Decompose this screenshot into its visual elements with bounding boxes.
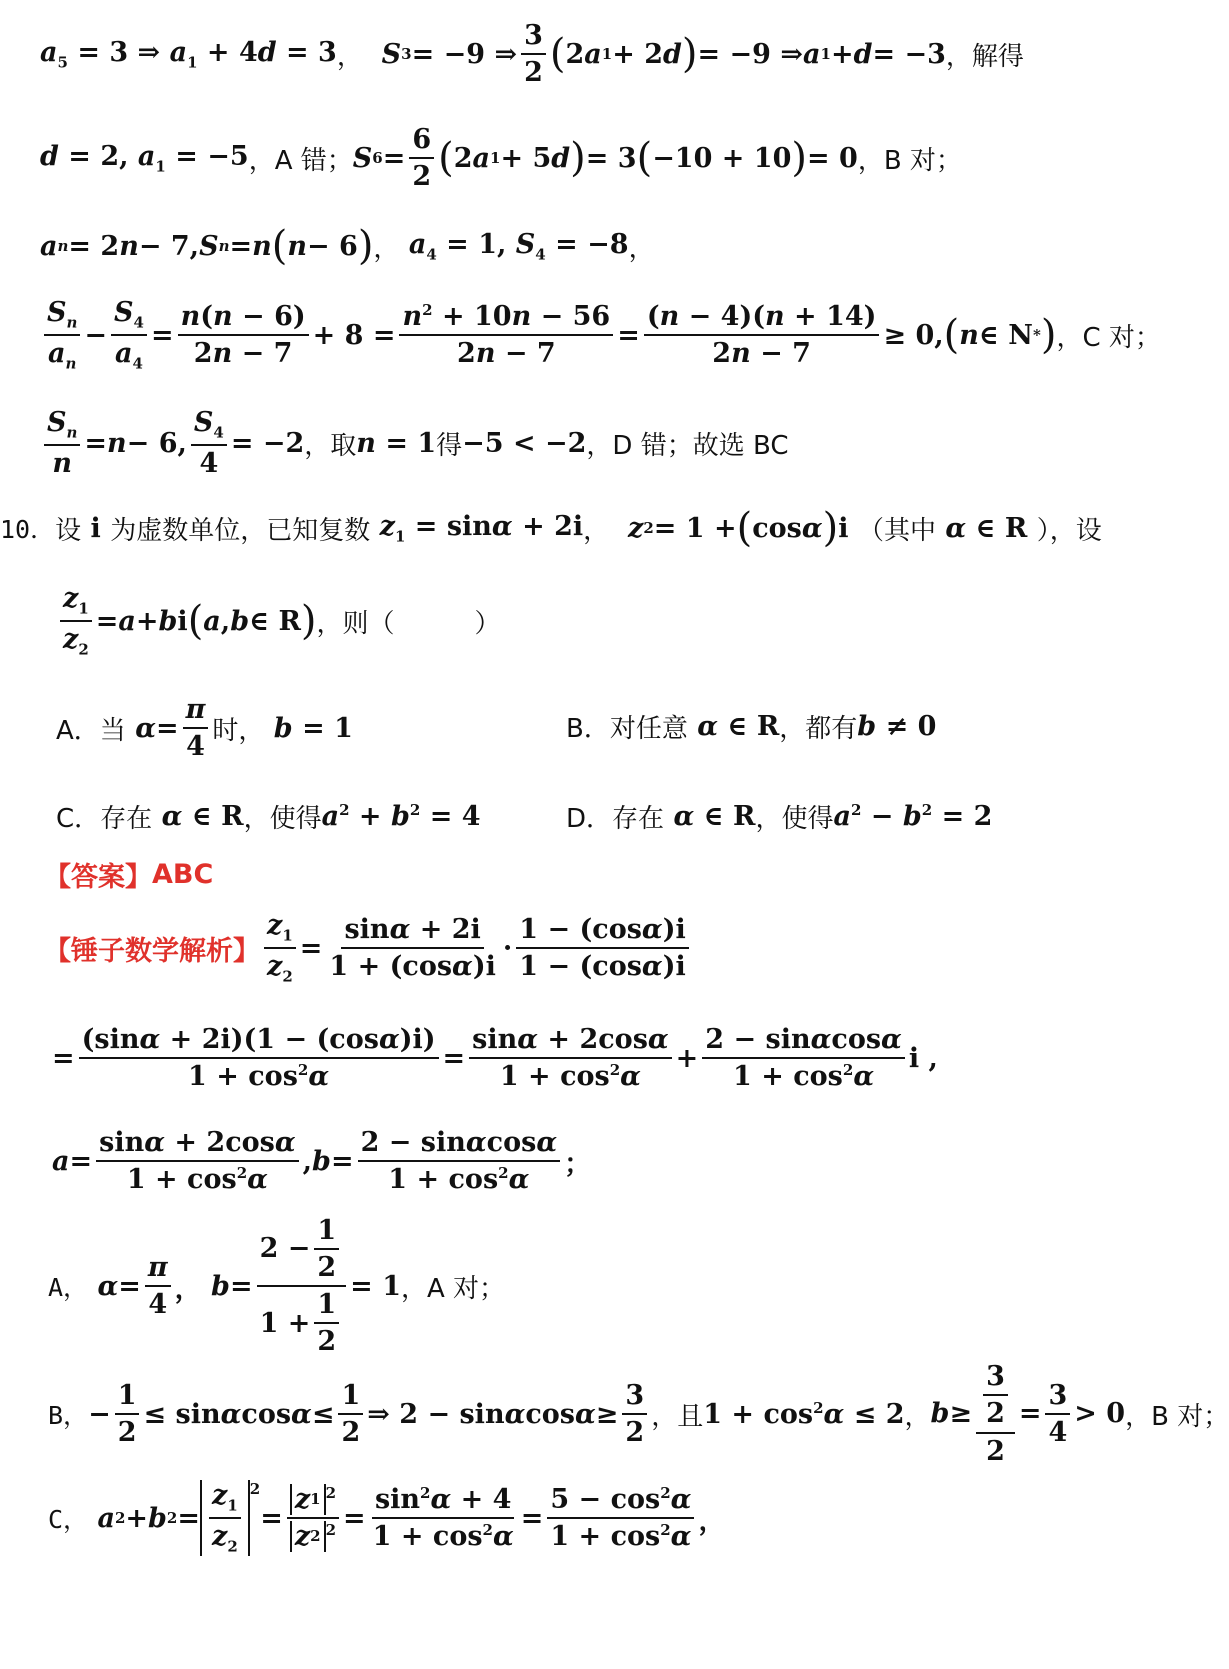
text: ，: [174, 1273, 202, 1305]
option-label: C．存在: [56, 803, 153, 834]
math-expression: n = 1: [356, 427, 437, 459]
text: ），设: [1036, 515, 1102, 546]
text: ，: [698, 1505, 726, 1537]
text: ，使得: [755, 803, 834, 834]
math-expression: $\frac{z_1}{z_2}$ = $\frac{\sin\alpha + 2i}{1 + (\cos\alpha)i}$ · $\frac{1 - (\cos\alpha)i}{1 - (\cos\alpha)i}$: [260, 910, 693, 985]
math-expression: i: [81, 512, 111, 544]
text: ，都有: [779, 713, 858, 744]
text: ）: [474, 608, 501, 639]
math-expression: $z_1 = \sin\alpha + 2i$: [379, 510, 584, 546]
analysis-option-c: [48, 1478, 725, 1558]
text: ，: [336, 41, 363, 72]
text: ，: [583, 515, 610, 546]
solution-line-1: [40, 18, 1024, 90]
solution-line-3: [40, 220, 655, 272]
text: ，: [628, 233, 655, 264]
math-expression: $a_5 = 3$ ⇒ $a_1 + 4d = 3$: [40, 36, 337, 72]
text: ，: [904, 1401, 931, 1432]
math-expression: a = $\frac{\sin\alpha + 2\cos\alpha}{1 + \cos^2\alpha}$ , b = $\frac{2 - \sin\alpha\cos\alpha}{1 + \cos^2\alpha}$: [52, 1127, 564, 1195]
math-expression: b = 1: [273, 712, 353, 744]
math-expression: $\frac{S_n}{n}$ = n − 6, $\frac{S_4}{4}$ = −2: [40, 407, 304, 479]
math-expression: − $\frac{1}{2}$ ≤ sin α cos α ≤ $\frac{1}{2}$ ⇒ 2 − sin α cos α ≥ $\frac{3}{2}$: [88, 1380, 651, 1448]
math-expression: α ∈ R: [673, 800, 756, 832]
answer-line: [44, 850, 213, 898]
text: ，取: [304, 430, 357, 461]
math-expression: S 3 = −9 ⇒ $\frac{3}{2}$ ( 2 a 1 + 2 d ) = −9 ⇒ a 1 + d = −3: [381, 19, 946, 88]
text: ，使得: [243, 803, 322, 834]
text: ，C 对；: [1056, 322, 1161, 353]
text: （其中: [857, 515, 936, 546]
math-expression: −5 < −2: [462, 427, 587, 459]
text: ，解得: [945, 41, 1024, 72]
option-label: A，: [48, 1273, 89, 1302]
math-expression: α ∈ R: [945, 512, 1037, 544]
analysis-line-3: [52, 1120, 591, 1202]
math-expression: S 6 = $\frac{6}{2}$ ( 2 a 1 + 5 d ) = 3 ( −10 + 10 ) = 0: [352, 123, 858, 192]
math-expression: b ≠ 0: [857, 710, 937, 742]
text: ，A 对；: [400, 1273, 506, 1304]
math-expression: α = $\frac{\pi}{4}$: [126, 694, 213, 762]
solution-line-2: [40, 122, 962, 194]
text: 得: [436, 430, 463, 461]
math-expression: $a_4 = 1$, $S_4 = -8$: [408, 228, 629, 264]
math-expression: b ≥ $\frac{\frac{3}{2}}{2}$ = $\frac{3}{4}$ > 0: [930, 1361, 1126, 1467]
math-expression: $a^2 - b^2 = 2$: [833, 800, 993, 832]
solution-line-4: [40, 296, 1161, 374]
math-expression: $a^2 + b^2 = 4$: [321, 800, 481, 832]
analysis-option-a: [48, 1214, 506, 1358]
question-10-stem: [0, 502, 1102, 554]
math-expression: $\frac{z_1}{z_2}$ = a + b i ( a , b ∈ R ): [56, 583, 317, 658]
option-b: [566, 700, 936, 752]
option-label: C，: [48, 1505, 89, 1534]
option-a: [56, 692, 353, 764]
math-expression: = $\frac{(\sin\alpha + 2i)(1 - (\cos\alpha)i)}{1 + \cos^2\alpha}$ = $\frac{\sin\alpha + 2\cos\alpha}{1 + \cos^2\alpha}$ + $\frac{2 - \sin\alpha\cos\alpha}{1 + \cos^2\alpha}$ i ,: [52, 1023, 938, 1092]
text: ，且: [651, 1401, 704, 1432]
math-expression: d = 2, $a_1 = -5$: [40, 140, 249, 176]
math-expression: b = 2 − $\frac{1}{2}$ 1 + $\frac{1}{2}$ = 1: [211, 1214, 401, 1358]
text: 设: [55, 515, 82, 546]
math-expression: α ∈ R: [697, 710, 780, 742]
text: ，: [373, 233, 400, 264]
text: 时，: [212, 715, 265, 746]
math-expression: $\frac{S_n}{a_n}$ − $\frac{S_4}{a_4}$ = $\frac{n(n - 6)}{2n - 7}$ + 8 = $\frac{n^2 + 10n - 56}{2n - 7}$ = $\frac{(n - 4)(n + 14)}{2n - 7}$ ≥ 0, ( n ∈ N * ): [40, 297, 1056, 372]
option-c: [56, 790, 481, 842]
math-expression: α = $\frac{\pi}{4}$: [88, 1252, 175, 1320]
analysis-line-1: [44, 908, 693, 988]
analysis-line-2: [52, 1016, 938, 1100]
option-label: B，: [48, 1401, 89, 1430]
option-d: [566, 790, 992, 842]
question-10-stem-2: [56, 582, 501, 660]
option-label: D．存在: [566, 803, 665, 834]
text: ，A 错；: [248, 145, 353, 176]
math-expression: a 2 + b 2 = $\frac{z_1}{z_2}$ $^2$ = z 1 $^2$ z 2 $^2$ = $\frac{\sin^2\alpha + 4}{1 + \cos^2\alpha}$ = $\frac{5 - \cos^2\alpha}{1 + \cos^2\alpha}$: [88, 1480, 698, 1555]
math-expression: $1 + \cos^2\alpha \le 2$: [703, 1398, 905, 1430]
text: ，D 错；故选 BC: [586, 430, 789, 461]
text: ，则（: [316, 608, 395, 639]
text: ，B 对；: [1125, 1401, 1229, 1432]
answer-label: 【答案】: [44, 861, 152, 893]
option-label: B．对任意: [566, 713, 688, 744]
analysis-label: 【锤子数学解析】: [44, 935, 260, 967]
math-expression: α ∈ R: [161, 800, 244, 832]
math-expression: a n = 2 n − 7, S n = n ( n − 6 ): [40, 223, 374, 269]
answer-value: ABC: [152, 858, 214, 890]
option-label: A．当: [56, 715, 126, 746]
math-expression: z 2 = 1 + ( cos α ) i: [627, 505, 858, 551]
solution-line-5: [40, 404, 789, 482]
text: ；: [564, 1148, 592, 1180]
text: 为虚数单位，已知复数: [110, 515, 371, 546]
text: ，B 对；: [857, 145, 962, 176]
analysis-option-b: [48, 1358, 1229, 1470]
question-number: 10．: [0, 515, 56, 544]
